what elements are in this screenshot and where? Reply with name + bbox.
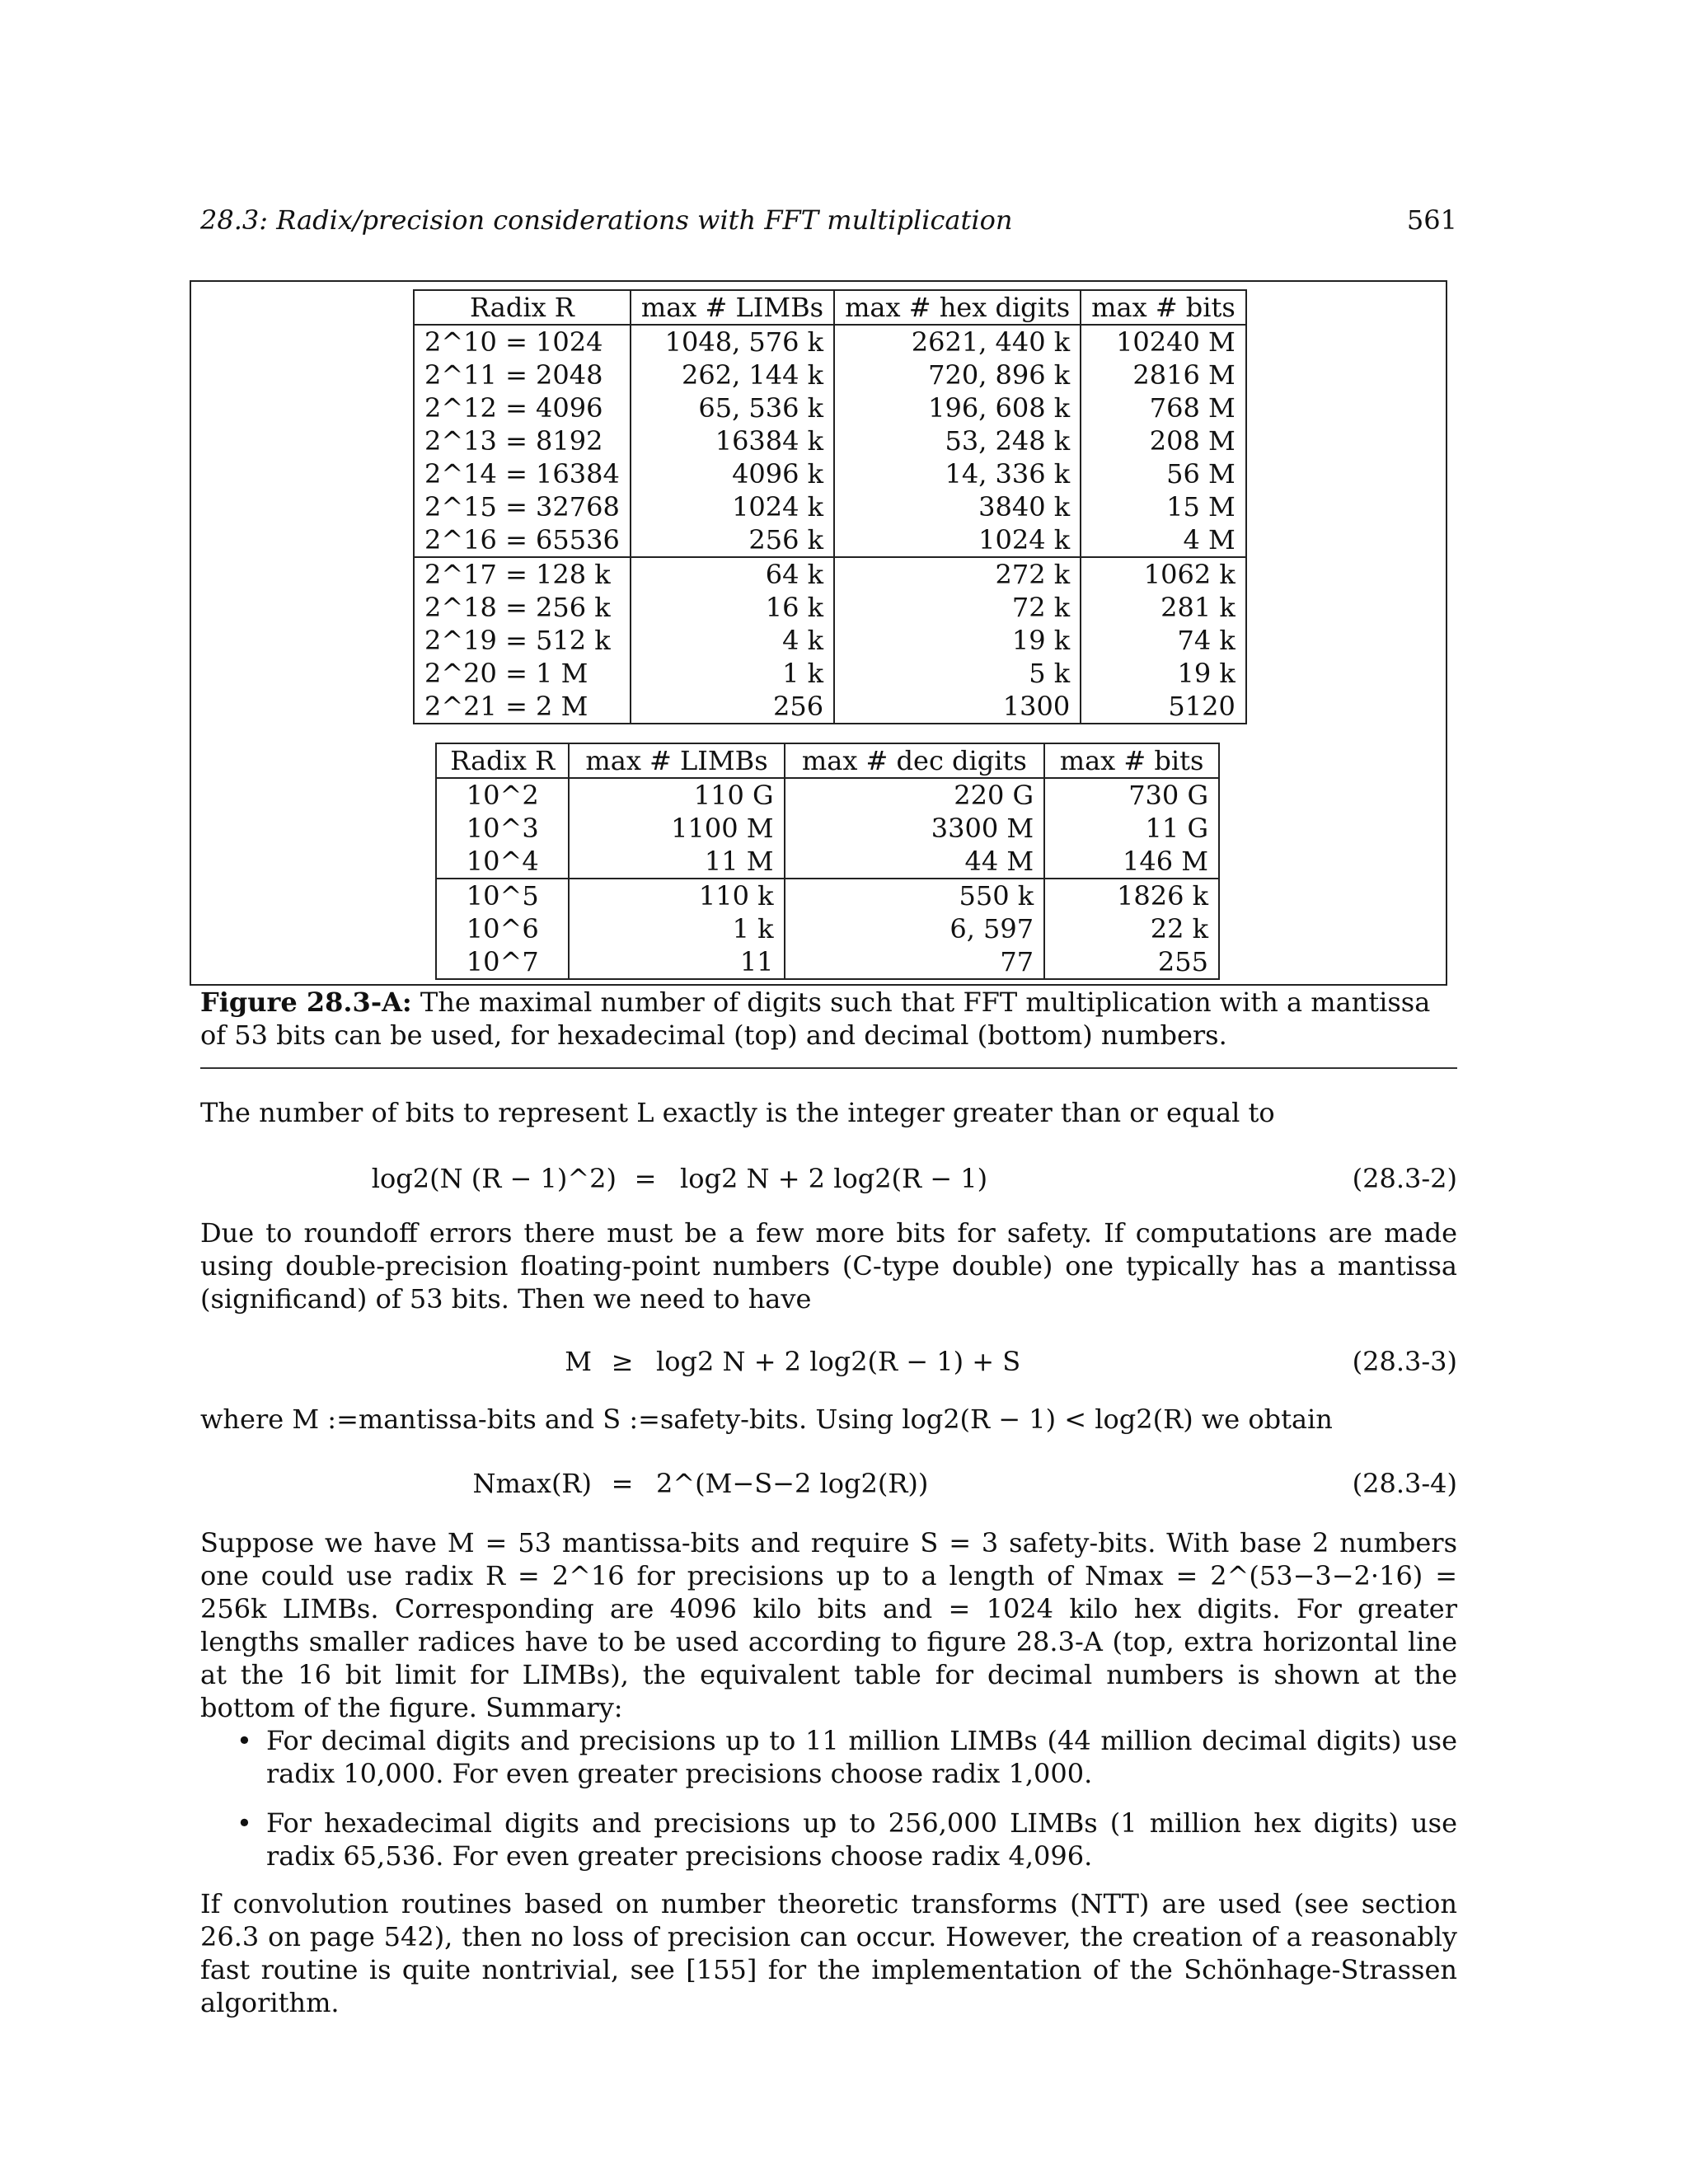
table-cell: 11	[569, 945, 784, 979]
table-cell: 10^5	[436, 879, 569, 912]
table-row	[414, 557, 1246, 591]
table-cell: 4 k	[631, 624, 834, 657]
table-row	[414, 490, 1246, 523]
table-cell: 2816 M	[1081, 359, 1246, 391]
table-row	[414, 591, 1246, 624]
table-cell: 3300 M	[785, 812, 1045, 845]
table-cell: 10^7	[436, 945, 569, 979]
table-cell: 64 k	[631, 557, 834, 591]
paragraph-1: The number of bits to represent L exactly is the integer greater than or equal to	[200, 1097, 1275, 1128]
table-cell: 1062 k	[1081, 557, 1246, 591]
table-cell: 256	[631, 690, 834, 724]
paragraph-5: If convolution routines based on number theoretic transforms (NTT) are used (see section 26.3 on page 542), then no loss of precision can occur. However, the creation of a reasonably fast routine is quite nontrivial, see [155] for the implementation of the Schönhage-Strassen algorithm.	[200, 1888, 1457, 2018]
equation-lhs: log2(N (R − 1)^2)	[371, 1163, 617, 1194]
table-cell: 77	[785, 945, 1045, 979]
equation-28-3-2	[200, 1162, 1457, 1195]
table-cell: 2^10 = 1024	[414, 325, 631, 359]
figure-caption	[200, 986, 1457, 1052]
table-cell: 11 M	[569, 845, 784, 879]
equation-lhs: M	[565, 1346, 592, 1377]
table-cell: 256 k	[631, 523, 834, 557]
paragraph-4: Suppose we have M = 53 mantissa-bits and require S = 3 safety-bits. With base 2 numbers one could use radix R = 2^16 for precisions up to a length of Nmax = 2^(53−3−2·16) = 256k LIMBs. Corresponding are 4096 kilo bits and = 1024 kilo hex digits. For greater lengths smaller radices have to be used according to figure 28.3-A (top, extra horizontal line at the 16 bit limit for LIMBs), the equivalent table for decimal numbers is shown at the bottom of the figure. Summary:	[200, 1527, 1457, 1723]
equation-28-3-4	[200, 1467, 1457, 1500]
table-cell: 281 k	[1081, 591, 1246, 624]
table-cell: 272 k	[834, 557, 1081, 591]
table-cell: 72 k	[834, 591, 1081, 624]
table-cell: 2^16 = 65536	[414, 523, 631, 557]
table-row	[436, 945, 1219, 979]
table-cell: 550 k	[785, 879, 1045, 912]
figure-caption-text: The maximal number of digits such that FFT multiplication with a mantissa of 53 bits can be used, for hexadecimal (top) and decimal (bottom) numbers.	[200, 987, 1431, 1051]
table-cell: 16 k	[631, 591, 834, 624]
figure-box	[190, 280, 1447, 986]
table-cell: 10^3	[436, 812, 569, 845]
running-header-title: 28.3: Radix/precision considerations with FFT multiplication	[200, 204, 1013, 236]
table-cell: 1024 k	[834, 523, 1081, 557]
paragraph-3: where M :=mantissa-bits and S :=safety-bits. Using log2(R − 1) < log2(R) we obtain	[200, 1404, 1333, 1435]
table-cell: 16384 k	[631, 424, 834, 457]
table-cell: 720, 896 k	[834, 359, 1081, 391]
table-cell: 10^2	[436, 778, 569, 812]
table-cell: 11 G	[1044, 812, 1219, 845]
table-row	[414, 325, 1246, 359]
page-number: 561	[1406, 204, 1457, 236]
column-header: Radix R	[436, 743, 569, 778]
table-cell: 1 k	[569, 912, 784, 945]
list-item-text: For hexadecimal digits and precisions up to 256,000 LIMBs (1 million hex digits) use radix 65,536. For even greater precisions choose radix 4,096.	[266, 1807, 1457, 1872]
table-cell: 65, 536 k	[631, 391, 834, 424]
table-cell: 4 M	[1081, 523, 1246, 557]
table-cell: 255	[1044, 945, 1219, 979]
table-cell: 2^19 = 512 k	[414, 624, 631, 657]
running-header	[200, 204, 1457, 237]
table-cell: 2^15 = 32768	[414, 490, 631, 523]
table-row	[414, 391, 1246, 424]
table-cell: 14, 336 k	[834, 457, 1081, 490]
table-row	[414, 523, 1246, 557]
column-header: max # bits	[1044, 743, 1219, 778]
summary-list	[200, 1724, 1457, 1889]
table-cell: 2^21 = 2 M	[414, 690, 631, 724]
column-header: Radix R	[414, 290, 631, 325]
table-cell: 19 k	[834, 624, 1081, 657]
list-item-text: For decimal digits and precisions up to 11 million LIMBs (44 million decimal digits) use radix 10,000. For even greater precisions choose radix 1,000.	[266, 1725, 1457, 1789]
equation-relation: =	[611, 1468, 634, 1499]
table-cell: 10^6	[436, 912, 569, 945]
column-header: max # dec digits	[785, 743, 1045, 778]
equation-number: (28.3-2)	[1352, 1163, 1457, 1194]
table-row	[436, 778, 1219, 812]
table-cell: 4096 k	[631, 457, 834, 490]
table-row	[414, 424, 1246, 457]
table-cell: 146 M	[1044, 845, 1219, 879]
table-cell: 44 M	[785, 845, 1045, 879]
table-cell: 262, 144 k	[631, 359, 834, 391]
paragraph-2: Due to roundoff errors there must be a few more bits for safety. If computations are made using double-precision floating-point numbers (C-type double) one typically has a mantissa (significand) of 53 bits. Then we need to have	[200, 1217, 1457, 1315]
column-header: max # LIMBs	[631, 290, 834, 325]
table-cell: 196, 608 k	[834, 391, 1081, 424]
table-cell: 2^17 = 128 k	[414, 557, 631, 591]
table-cell: 2621, 440 k	[834, 325, 1081, 359]
table-cell: 1100 M	[569, 812, 784, 845]
bullet-icon: •	[237, 1807, 252, 1839]
table-cell: 10^4	[436, 845, 569, 879]
table-row	[436, 812, 1219, 845]
table-cell: 74 k	[1081, 624, 1246, 657]
table-cell: 5 k	[834, 657, 1081, 690]
table-cell: 220 G	[785, 778, 1045, 812]
equation-rhs: log2 N + 2 log2(R − 1) + S	[656, 1346, 1021, 1377]
equation-rhs: 2^(M−S−2 log2(R))	[656, 1468, 929, 1499]
caption-divider	[200, 1067, 1457, 1069]
table-cell: 1024 k	[631, 490, 834, 523]
table-cell: 768 M	[1081, 391, 1246, 424]
table-row	[414, 457, 1246, 490]
table-cell: 208 M	[1081, 424, 1246, 457]
table-cell: 110 k	[569, 879, 784, 912]
table-cell: 10240 M	[1081, 325, 1246, 359]
table-cell: 2^12 = 4096	[414, 391, 631, 424]
figure-caption-label: Figure 28.3-A:	[200, 987, 412, 1018]
table-header-row	[414, 290, 1246, 325]
table-cell: 1 k	[631, 657, 834, 690]
table-row	[436, 912, 1219, 945]
table-row	[436, 879, 1219, 912]
column-header: max # LIMBs	[569, 743, 784, 778]
table-cell: 1826 k	[1044, 879, 1219, 912]
table-cell: 2^14 = 16384	[414, 457, 631, 490]
table-row	[414, 657, 1246, 690]
table-row	[414, 690, 1246, 724]
equation-rhs: log2 N + 2 log2(R − 1)	[680, 1163, 988, 1194]
column-header: max # hex digits	[834, 290, 1081, 325]
decimal-radix-table	[435, 743, 1220, 980]
table-cell: 2^20 = 1 M	[414, 657, 631, 690]
equation-relation: ≥	[611, 1346, 634, 1377]
hex-radix-table	[413, 289, 1247, 724]
table-cell: 22 k	[1044, 912, 1219, 945]
column-header: max # bits	[1081, 290, 1246, 325]
table-cell: 2^13 = 8192	[414, 424, 631, 457]
list-item	[200, 1807, 1457, 1872]
table-cell: 53, 248 k	[834, 424, 1081, 457]
list-item	[200, 1724, 1457, 1790]
equation-28-3-3	[200, 1345, 1457, 1378]
table-row	[436, 845, 1219, 879]
equation-number: (28.3-3)	[1352, 1346, 1457, 1377]
equation-relation: =	[634, 1163, 657, 1194]
table-cell: 19 k	[1081, 657, 1246, 690]
table-cell: 1048, 576 k	[631, 325, 834, 359]
table-cell: 6, 597	[785, 912, 1045, 945]
table-cell: 15 M	[1081, 490, 1246, 523]
equation-number: (28.3-4)	[1352, 1468, 1457, 1499]
table-cell: 3840 k	[834, 490, 1081, 523]
table-row	[414, 624, 1246, 657]
table-cell: 2^18 = 256 k	[414, 591, 631, 624]
table-cell: 730 G	[1044, 778, 1219, 812]
table-cell: 56 M	[1081, 457, 1246, 490]
table-row	[414, 359, 1246, 391]
table-cell: 1300	[834, 690, 1081, 724]
equation-lhs: Nmax(R)	[472, 1468, 592, 1499]
table-cell: 110 G	[569, 778, 784, 812]
table-header-row	[436, 743, 1219, 778]
bullet-icon: •	[237, 1725, 252, 1756]
table-cell: 2^11 = 2048	[414, 359, 631, 391]
table-cell: 5120	[1081, 690, 1246, 724]
